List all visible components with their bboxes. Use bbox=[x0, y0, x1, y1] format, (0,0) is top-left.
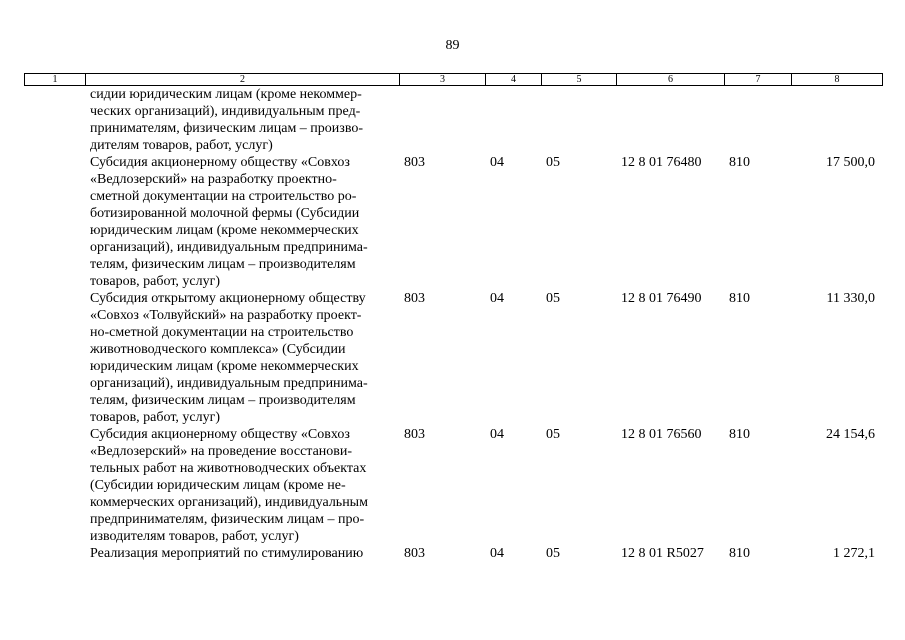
description-line: животноводческого комплекса» (Субсидии bbox=[90, 342, 346, 357]
description-line: Субсидия акционерному обществу «Совхоз bbox=[90, 155, 350, 170]
description-line: ботизированной молочной фермы (Субсидии bbox=[90, 206, 360, 221]
description-line: коммерческих организаций), индивидуальным bbox=[90, 495, 368, 510]
row-cell-c4: 04 bbox=[490, 291, 504, 306]
row-cell-c7: 810 bbox=[729, 546, 750, 561]
row-description bbox=[90, 154, 390, 290]
row-cell-c3: 803 bbox=[404, 427, 425, 442]
description-line: дителям товаров, работ, услуг) bbox=[90, 138, 273, 153]
header-row bbox=[25, 74, 883, 86]
description-line: организаций), индивидуальным предпринима- bbox=[90, 376, 368, 391]
description-line: тельных работ на животноводческих объектах bbox=[90, 461, 367, 476]
description-line: «Ведлозерский» на разработку проектно- bbox=[90, 172, 337, 187]
row-cell-c6: 12 8 01 76560 bbox=[621, 427, 702, 442]
table-row bbox=[0, 290, 905, 426]
row-cell-c6: 12 8 01 76480 bbox=[621, 155, 702, 170]
row-cell-c8: 1 272,1 bbox=[833, 546, 875, 561]
description-line: Реализация мероприятий по стимулированию bbox=[90, 546, 364, 561]
description-line: товаров, работ, услуг) bbox=[90, 410, 221, 425]
description-line: но-сметной документации на строительство bbox=[90, 325, 354, 340]
description-line: принимателям, физическим лицам – произво- bbox=[90, 121, 363, 136]
row-cell-c3: 803 bbox=[404, 546, 425, 561]
table-row bbox=[0, 426, 905, 545]
description-line: сидии юридическим лицам (кроме некоммер- bbox=[90, 87, 362, 102]
row-cell-c8: 24 154,6 bbox=[826, 427, 875, 442]
header-cell: 2 bbox=[86, 74, 400, 86]
row-cell-c3: 803 bbox=[404, 155, 425, 170]
row-description bbox=[90, 426, 390, 545]
row-cell-c6: 12 8 01 R5027 bbox=[621, 546, 704, 561]
description-line: Субсидия акционерному обществу «Совхоз bbox=[90, 427, 350, 442]
description-line: ческих организаций), индивидуальным пред- bbox=[90, 104, 361, 119]
table-row bbox=[0, 86, 905, 154]
table-row bbox=[0, 154, 905, 290]
header-cell: 3 bbox=[400, 74, 486, 86]
description-line: изводителям товаров, работ, услуг) bbox=[90, 529, 299, 544]
table-row bbox=[0, 545, 905, 562]
header-cell: 1 bbox=[25, 74, 86, 86]
header-cell: 6 bbox=[617, 74, 725, 86]
description-line: телям, физическим лицам – производителям bbox=[90, 393, 356, 408]
row-cell-c5: 05 bbox=[546, 546, 560, 561]
description-line: юридическим лицам (кроме некоммерческих bbox=[90, 223, 359, 238]
row-cell-c5: 05 bbox=[546, 155, 560, 170]
row-cell-c3: 803 bbox=[404, 291, 425, 306]
description-line: (Субсидии юридическим лицам (кроме не- bbox=[90, 478, 346, 493]
row-cell-c7: 810 bbox=[729, 291, 750, 306]
description-line: предпринимателям, физическим лицам – про- bbox=[90, 512, 365, 527]
row-cell-c7: 810 bbox=[729, 427, 750, 442]
header-cell: 4 bbox=[486, 74, 542, 86]
description-line: организаций), индивидуальным предпринима- bbox=[90, 240, 368, 255]
row-description bbox=[90, 290, 390, 426]
row-cell-c7: 810 bbox=[729, 155, 750, 170]
row-cell-c4: 04 bbox=[490, 427, 504, 442]
row-cell-c5: 05 bbox=[546, 427, 560, 442]
description-line: товаров, работ, услуг) bbox=[90, 274, 221, 289]
header-cell: 5 bbox=[542, 74, 617, 86]
row-cell-c8: 11 330,0 bbox=[826, 291, 875, 306]
table-header bbox=[24, 73, 883, 86]
description-line: Субсидия открытому акционерному обществу bbox=[90, 291, 366, 306]
row-cell-c4: 04 bbox=[490, 155, 504, 170]
row-cell-c4: 04 bbox=[490, 546, 504, 561]
page-number: 89 bbox=[445, 38, 460, 53]
row-description bbox=[90, 86, 390, 154]
description-line: «Ведлозерский» на проведение восстанови- bbox=[90, 444, 353, 459]
row-description bbox=[90, 545, 390, 562]
description-line: юридическим лицам (кроме некоммерческих bbox=[90, 359, 359, 374]
description-line: сметной документации на строительство ро- bbox=[90, 189, 357, 204]
description-line: «Совхоз «Толвуйский» на разработку проект- bbox=[90, 308, 362, 323]
header-cell: 7 bbox=[725, 74, 792, 86]
row-cell-c5: 05 bbox=[546, 291, 560, 306]
row-cell-c8: 17 500,0 bbox=[826, 155, 875, 170]
row-cell-c6: 12 8 01 76490 bbox=[621, 291, 702, 306]
header-cell: 8 bbox=[792, 74, 883, 86]
description-line: телям, физическим лицам – производителям bbox=[90, 257, 356, 272]
table-body bbox=[0, 86, 905, 562]
